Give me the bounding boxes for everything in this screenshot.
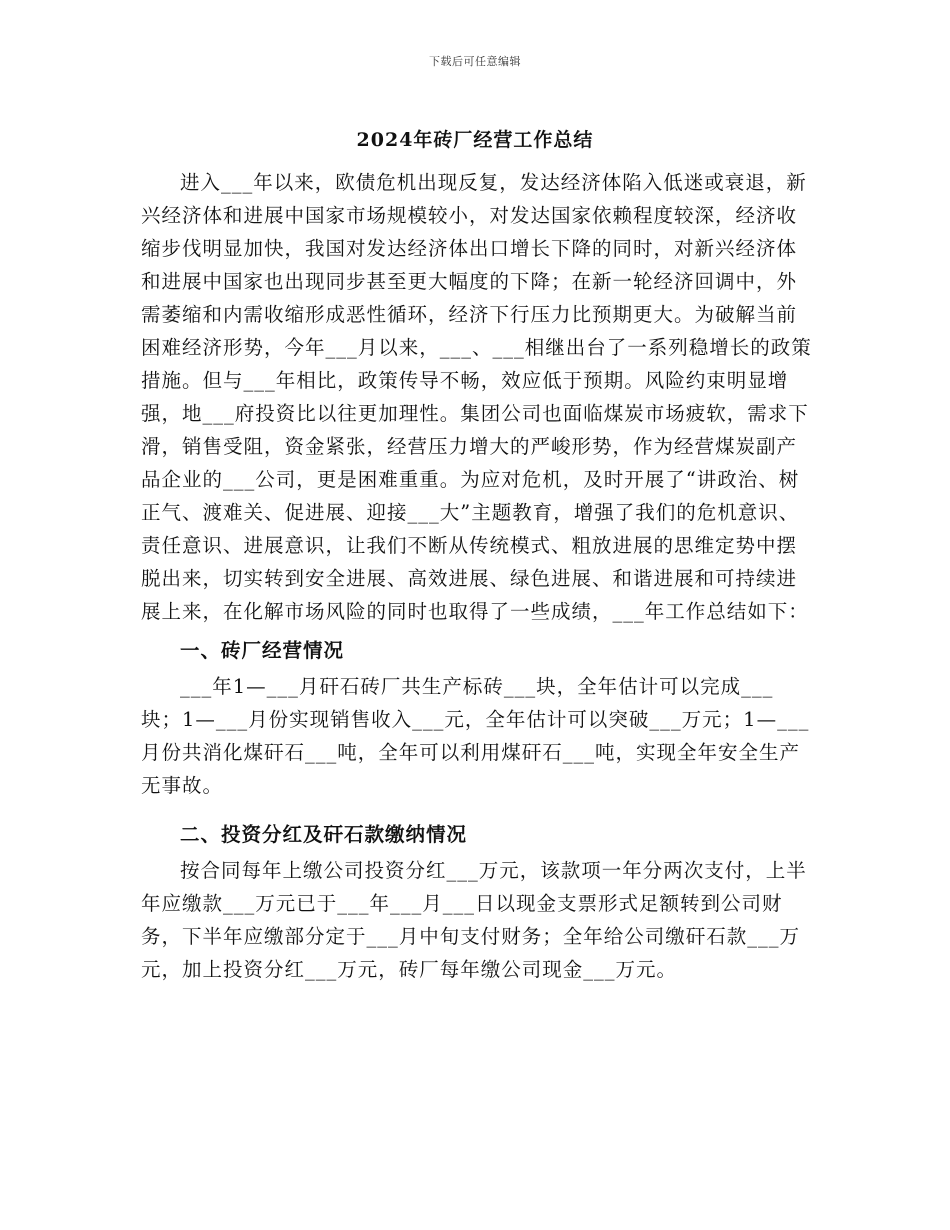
document-title: 2024年砖厂经营工作总结 — [356, 129, 594, 151]
page-header: 下载后可任意编辑 — [429, 55, 521, 68]
section-2-heading: 二、投资分红及矸石款缴纳情况 — [180, 823, 468, 846]
section-1-heading: 一、砖厂经营情况 — [180, 639, 345, 662]
section-1-paragraph: ___年1—___月矸石砖厂共生产标砖___块，全年估计可以完成___块；1—___月份实现销售收入___元，全年估计可以突破___万元；1—___月份共消化煤矸石___吨，全年可以利用煤矸石___吨，实现全年安全生产无事故。 — [141, 675, 810, 797]
intro-paragraph: 进入___年以来，欧债危机出现反复，发达经济体陷入低迷或衰退，新兴经济体和进展中国家市场规模较小，对发达国家依赖程度较深，经济收缩步伐明显加快，我国对发达经济体出口增长下降的同时，对新兴经济体和进展中国家也出现同步甚至更大幅度的下降；在新一轮经济回调中，外需萎缩和内需收缩形成恶性循环，经济下行压力比预期更大。为破解当前困难经济形势，今年___月以来，___、___相继出台了一系列稳增长的政策措施。但与___年相比，政策传导不畅，效应低于预期。风险约束明显增强，地___府投资比以往更加理性。集团公司也面临煤炭市场疲软，需求下滑，销售受阻，资金紧张，经营压力增大的严峻形势，作为经营煤炭副产品企业的___公司，更是困难重重。为应对危机，及时开展了“讲政治、树正气、渡难关、促进展、迎接___大”主题教育，增强了我们的危机意识、责任意识、进展意识，让我们不断从传统模式、粗放进展的思维定势中摆脱出来，切实转到安全进展、高效进展、绿色进展、和谐进展和可持续进展上来，在化解市场风险的同时也取得了一些成绩，___年工作总结如下： — [141, 171, 812, 623]
document-body — [141, 166, 813, 986]
section-2-paragraph: 按合同每年上缴公司投资分红___万元，该款项一年分两次支付，上半年应缴款___万元已于___年___月___日以现金支票形式足额转到公司财务，下半年应缴部分定于___月中旬支付财务；全年给公司缴矸石款___万元，加上投资分红___万元，砖厂每年缴公司现金___万元。 — [141, 859, 807, 981]
